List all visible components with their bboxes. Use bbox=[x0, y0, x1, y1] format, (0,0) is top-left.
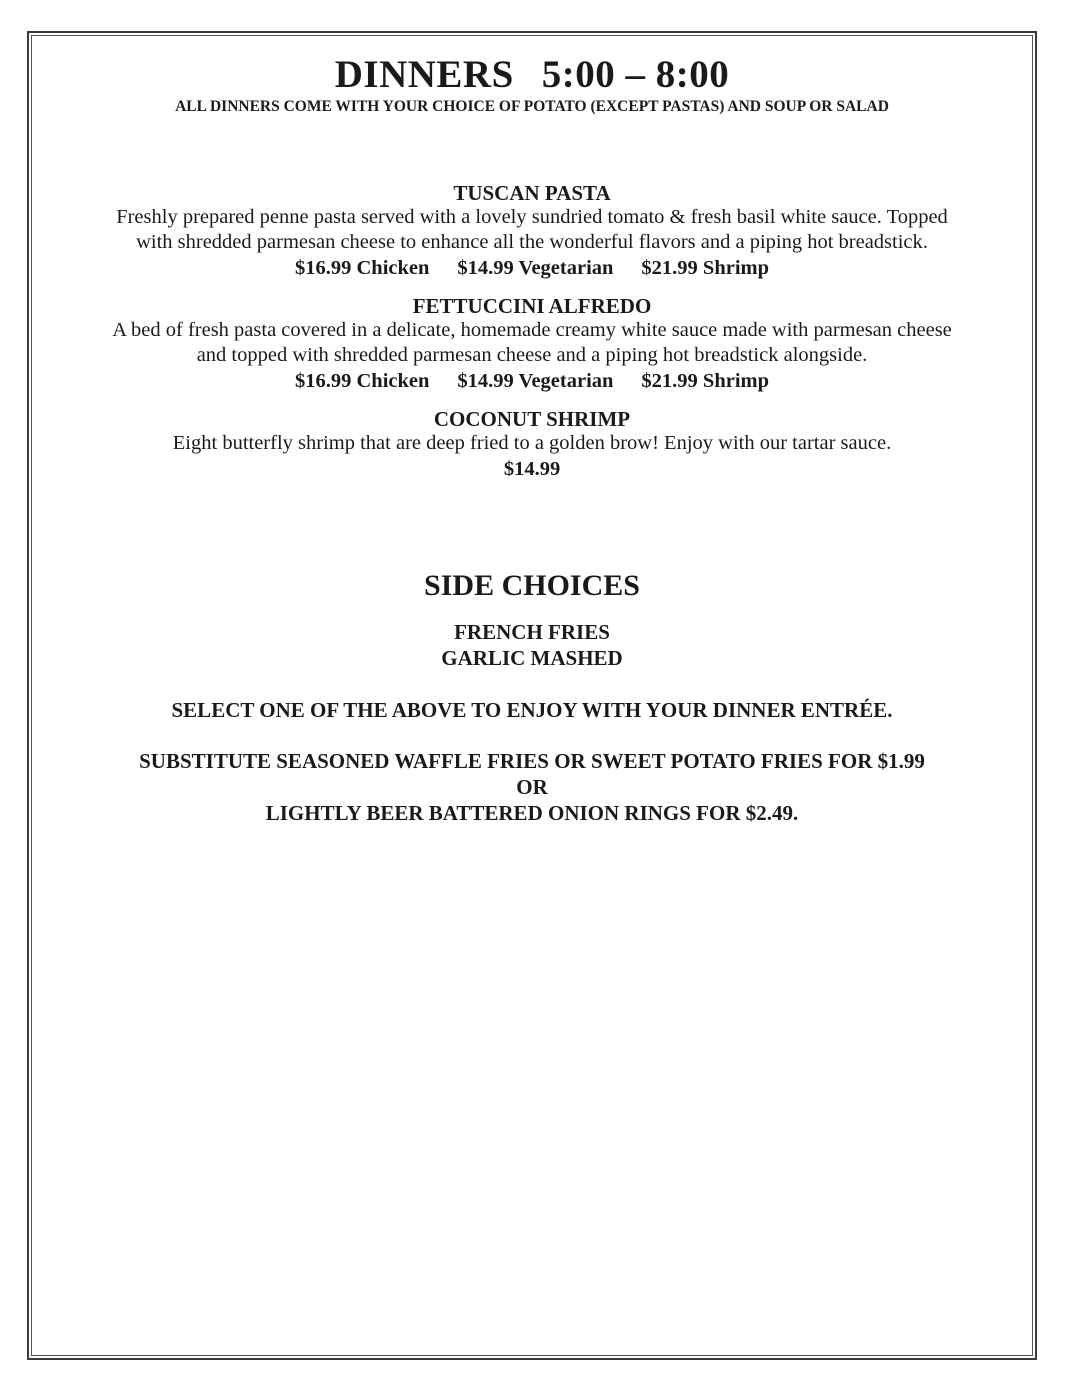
item-description bbox=[40, 205, 1024, 255]
item-description bbox=[40, 431, 1024, 456]
description-line: and topped with shredded parmesan cheese and a piping hot breadstick alongside. bbox=[196, 344, 868, 366]
item-prices bbox=[40, 255, 1024, 281]
price-shrimp: $21.99 Shrimp bbox=[641, 257, 769, 279]
description-line: A bed of fresh pasta covered in a delicate, homemade creamy white sauce made with parmesan cheese bbox=[112, 319, 952, 341]
substitute-note bbox=[40, 748, 1024, 826]
item-prices bbox=[40, 368, 1024, 394]
side-choices-title: SIDE CHOICES bbox=[424, 569, 640, 602]
description-line: with shredded parmesan cheese to enhance all the wonderful flavors and a piping hot breadstick. bbox=[136, 231, 928, 253]
substitute-or: OR bbox=[516, 775, 548, 799]
menu-item-tuscan-pasta bbox=[40, 181, 1024, 281]
menu-hours: 5:00 – 8:00 bbox=[541, 53, 730, 96]
select-note: SELECT ONE OF THE ABOVE TO ENJOY WITH YOUR DINNER ENTRÉE. bbox=[171, 698, 893, 722]
price-chicken: $16.99 Chicken bbox=[294, 257, 430, 279]
description-line: Eight butterfly shrimp that are deep fried to a golden brow! Enjoy with our tartar sauce. bbox=[172, 432, 892, 454]
price-vegetarian: $14.99 Vegetarian bbox=[457, 257, 614, 279]
item-name: FETTUCCINI ALFREDO bbox=[412, 294, 652, 318]
price-shrimp: $21.99 Shrimp bbox=[641, 370, 769, 392]
side-option-french-fries: FRENCH FRIES bbox=[454, 620, 610, 644]
price-vegetarian: $14.99 Vegetarian bbox=[457, 370, 614, 392]
menu-item-fettuccini-alfredo bbox=[40, 294, 1024, 394]
substitute-line: LIGHTLY BEER BATTERED ONION RINGS FOR $2.49. bbox=[265, 801, 799, 825]
menu-content bbox=[40, 52, 1024, 826]
menu-title-text: DINNERS bbox=[334, 53, 514, 96]
price: $14.99 bbox=[503, 458, 561, 480]
menu-subtitle: ALL DINNERS COME WITH YOUR CHOICE OF POTATO (EXCEPT PASTAS) AND SOUP OR SALAD bbox=[175, 98, 889, 115]
price-chicken: $16.99 Chicken bbox=[294, 370, 430, 392]
side-choices-section bbox=[40, 568, 1024, 826]
description-line: Freshly prepared penne pasta served with a lovely sundried tomato & fresh basil white sauce. Topped bbox=[116, 206, 948, 228]
side-option-garlic-mashed: GARLIC MASHED bbox=[441, 646, 623, 670]
substitute-line: SUBSTITUTE SEASONED WAFFLE FRIES OR SWEET POTATO FRIES FOR $1.99 bbox=[139, 749, 925, 773]
menu-title bbox=[40, 52, 1024, 98]
item-prices bbox=[40, 456, 1024, 482]
menu-items bbox=[40, 181, 1024, 482]
item-name: COCONUT SHRIMP bbox=[433, 407, 631, 431]
item-description bbox=[40, 318, 1024, 368]
item-name: TUSCAN PASTA bbox=[453, 181, 611, 205]
menu-item-coconut-shrimp bbox=[40, 407, 1024, 482]
